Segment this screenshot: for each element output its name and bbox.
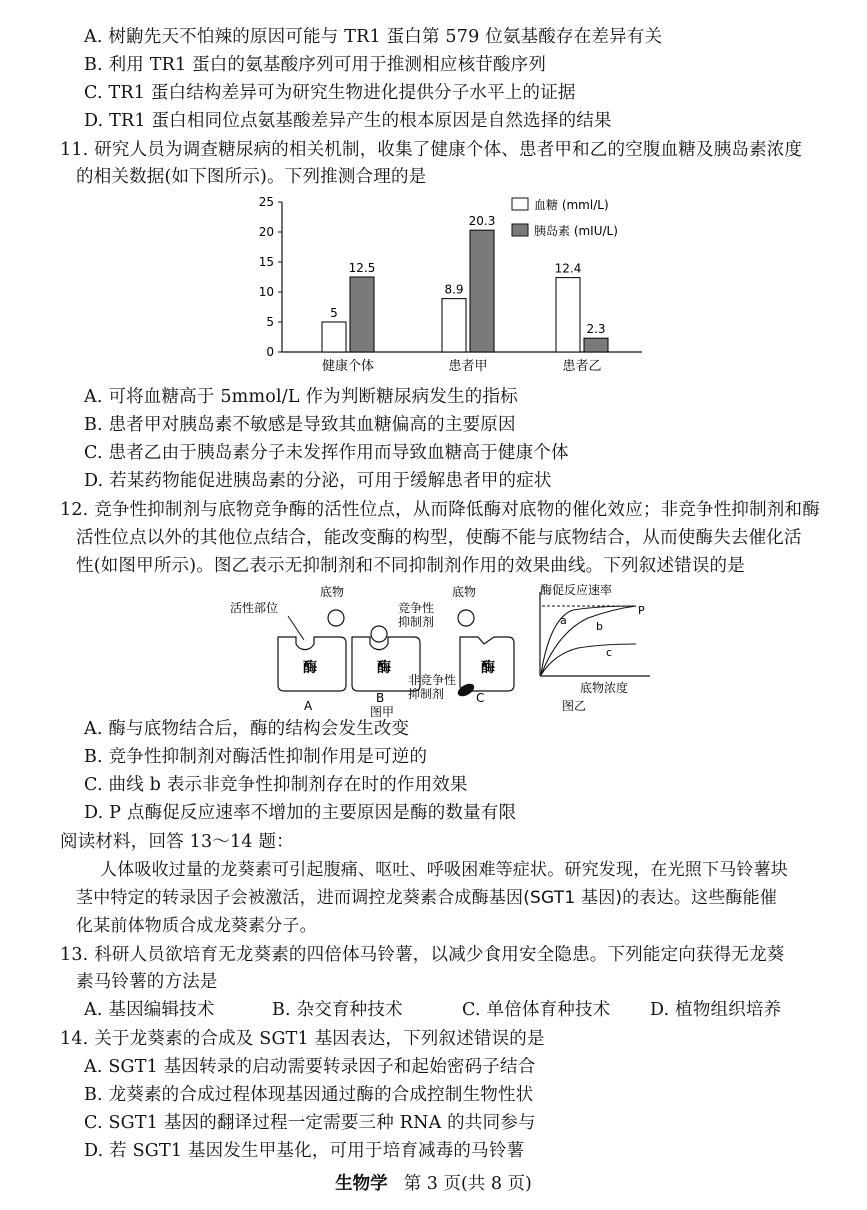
category-label: 患者甲: [448, 359, 488, 374]
rate-graph: [540, 582, 650, 713]
q12-stem-line1: 12. 竞争性抑制剂与底物竞争酶的活性位点，从而降低酶对底物的催化效应；非竞争性抑制剂和酶: [60, 500, 820, 520]
q14-option-d: D. 若 SGT1 基因发生甲基化，可用于培育减毒的马铃薯: [84, 1141, 525, 1161]
bar-chart: [250, 192, 650, 382]
active-site-label: 活性部位: [230, 601, 279, 615]
q11-option-d: D. 若某药物能促进胰岛素的分泌，可用于缓解患者甲的症状: [84, 471, 552, 491]
y-tick-label: 15: [258, 255, 274, 269]
q11-stem-line2: 的相关数据(如下图所示)。下列推测合理的是: [76, 167, 427, 187]
q14-option-a: A. SGT1 基因转录的启动需要转录因子和起始密码子结合: [84, 1057, 536, 1077]
curve-b-label: b: [596, 620, 603, 633]
label-a: A: [304, 699, 313, 713]
q12-stem-line2: 活性位点以外的其他位点结合，能改变酶的构型，使酶不能与底物结合，从而使酶失去催化活: [76, 528, 802, 548]
substrate2-label: 底物: [452, 585, 477, 599]
q11-option-b: B. 患者甲对胰岛素不敏感是导致其血糖偏高的主要原因: [84, 415, 516, 435]
q10-option-d: D. TR1 蛋白相同位点氨基酸差异产生的根本原因是自然选择的结果: [84, 111, 612, 131]
bar-data-label: 12.4: [554, 261, 582, 276]
bar-insulin-0: [350, 277, 374, 352]
reading-para-line3: 化某前体物质合成龙葵素分子。: [76, 916, 317, 936]
y-tick-label: 20: [258, 225, 274, 239]
comp-inhib-label1: 竞争性: [398, 601, 435, 615]
bar-data-label: 2.3: [586, 322, 606, 337]
q12-option-b: B. 竞争性抑制剂对酶活性抑制作用是可逆的: [84, 747, 428, 767]
q13-option-d: D. 植物组织培养: [650, 1000, 782, 1020]
point-p-label: P: [638, 604, 645, 617]
noncomp-label1: 非竞争性: [408, 673, 457, 687]
curve-c-label: c: [606, 646, 613, 659]
q12-option-a: A. 酶与底物结合后，酶的结构会发生改变: [84, 719, 410, 739]
curve-a: [541, 606, 636, 674]
q14-option-b: B. 龙葵素的合成过程体现基因通过酶的合成控制生物性状: [84, 1085, 534, 1105]
rate-x-axis-label: 底物浓度: [580, 681, 629, 695]
curve-c: [541, 644, 636, 675]
enzyme-b-label: 酶: [377, 660, 391, 676]
enzyme-c-label: 酶: [481, 660, 495, 676]
category-label: 健康个体: [321, 359, 375, 374]
substrate-label: 底物: [320, 585, 345, 599]
q14-stem: 14. 关于龙葵素的合成及 SGT1 基因表达，下列叙述错误的是: [60, 1029, 545, 1049]
label-b: B: [376, 691, 385, 705]
bar-insulin-2: [584, 338, 608, 352]
label-c: C: [476, 691, 485, 705]
q13-option-b: B. 杂交育种技术: [272, 1000, 403, 1020]
enzyme-b: [352, 600, 434, 719]
bar-data-label: 12.5: [348, 261, 376, 275]
q10-option-c: C. TR1 蛋白结构差异可为研究生物进化提供分子水平上的证据: [84, 83, 576, 103]
caption-jia: 图甲: [370, 705, 395, 719]
legend-swatch: [512, 224, 528, 236]
footer-page-number: 第 3 页(共 8 页): [403, 1174, 532, 1194]
bar-glucose-0: [322, 322, 346, 352]
q13-stem-line1: 13. 科研人员欲培育无龙葵素的四倍体马铃薯，以减少食用安全隐患。下列能定向获得无龙葵: [60, 945, 785, 965]
bar-data-label: 20.3: [468, 214, 496, 229]
q10-option-b: B. 利用 TR1 蛋白的氨基酸序列可用于推测相应核苷酸序列: [84, 55, 547, 75]
y-tick-label: 5: [266, 315, 274, 329]
footer-subject: 生物学: [335, 1174, 388, 1194]
q11-option-a: A. 可将血糖高于 5mmol/L 作为判断糖尿病发生的指标: [84, 387, 518, 407]
curve-b: [541, 606, 636, 675]
q12-stem-line3: 性(如图甲所示)。图乙表示无抑制剂和不同抑制剂作用的效果曲线。下列叙述错误的是: [76, 556, 745, 576]
q11-option-c: C. 患者乙由于胰岛素分子未发挥作用而导致血糖高于健康个体: [84, 443, 569, 463]
bar-data-label: 8.9: [444, 282, 464, 297]
bar-insulin-1: [470, 230, 494, 352]
rate-y-axis-label: 酶促反应速率: [540, 583, 613, 597]
q13-option-a: A. 基因编辑技术: [84, 1000, 215, 1020]
q13-stem-line2: 素马铃薯的方法是: [76, 972, 218, 992]
reading-para-line1: 人体吸收过量的龙葵素可引起腹痛、呕吐、呼吸困难等症状。研究发现，在光照下马铃薯块: [100, 860, 788, 880]
caption-yi: 图乙: [562, 699, 587, 713]
enzyme-figure: [228, 582, 658, 722]
q11-stem-line1: 11. 研究人员为调查糖尿病的相关机制，收集了健康个体、患者甲和乙的空腹血糖及胰岛素浓度: [60, 140, 803, 160]
bar-data-label: 5: [330, 306, 338, 320]
noncomp-label2: 抑制剂: [408, 687, 445, 701]
category-label: 患者乙: [562, 359, 602, 374]
legend: [512, 197, 618, 238]
competitive-inhibitor: [371, 626, 387, 642]
legend-label: 血糖 (mml/L): [534, 198, 609, 212]
bar-glucose-2: [556, 278, 580, 352]
q14-option-c: C. SGT1 基因的翻译过程一定需要三种 RNA 的共同参与: [84, 1113, 536, 1133]
curve-a-label: a: [560, 614, 567, 627]
enzyme-a-label: 酶: [303, 660, 317, 676]
q13-option-c: C. 单倍体育种技术: [462, 1000, 611, 1020]
legend-label: 胰岛素 (mIU/L): [534, 224, 618, 238]
page-footer: [0, 1170, 867, 1195]
bar-glucose-1: [442, 299, 466, 352]
q12-option-d: D. P 点酶促反应速率不增加的主要原因是酶的数量有限: [84, 803, 517, 823]
reading-para-line2: 茎中特定的转录因子会被激活，进而调控龙葵素合成酶基因(SGT1 基因)的表达。这些酶能催: [76, 888, 778, 908]
y-tick-label: 25: [258, 195, 274, 209]
legend-swatch: [512, 198, 528, 210]
reading-intro: 阅读材料，回答 13～14 题：: [60, 832, 294, 852]
q10-option-a: A. 树鼩先天不怕辣的原因可能与 TR1 蛋白第 579 位氨基酸存在差异有关: [84, 27, 663, 47]
y-tick-label: 10: [258, 285, 274, 299]
substrate-circle: [328, 610, 344, 626]
y-tick-label: 0: [266, 345, 274, 359]
comp-inhib-label2: 抑制剂: [398, 615, 435, 629]
q12-option-c: C. 曲线 b 表示非竞争性抑制剂存在时的作用效果: [84, 775, 468, 795]
